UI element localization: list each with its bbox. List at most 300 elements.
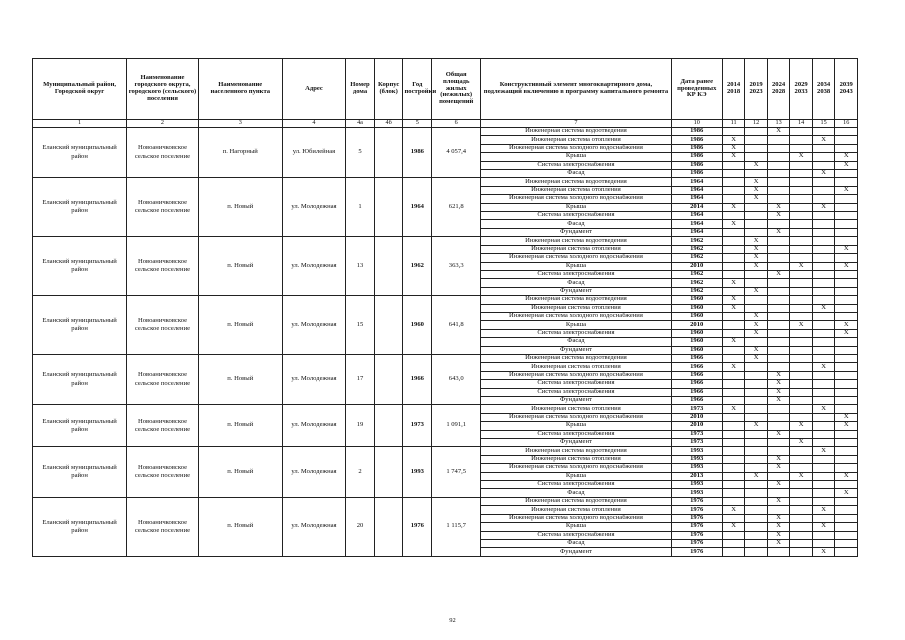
repair-date-cell: 1976	[671, 523, 722, 531]
period-mark-cell	[745, 506, 768, 514]
period-mark-cell	[745, 153, 768, 161]
period-mark-cell	[767, 254, 790, 262]
element-name-cell: Крыша	[481, 472, 671, 480]
repair-date-cell: 1993	[671, 447, 722, 455]
period-mark-cell: X	[722, 506, 745, 514]
header-cell: Год постройки	[403, 59, 432, 120]
period-mark-cell	[767, 170, 790, 178]
period-mark-cell	[790, 254, 813, 262]
period-mark-cell	[745, 497, 768, 505]
block-cell	[374, 178, 403, 237]
element-name-cell: Инженерная система холодного водоснабжения	[481, 514, 671, 522]
repair-date-cell: 1962	[671, 270, 722, 278]
column-number: 11	[722, 120, 745, 128]
period-mark-cell	[767, 422, 790, 430]
build-year-cell: 1960	[403, 296, 432, 355]
period-mark-cell	[722, 489, 745, 497]
settlement-cell: Новоаничковское сельское поселение	[127, 447, 199, 497]
period-mark-cell: X	[722, 304, 745, 312]
period-mark-cell	[835, 254, 858, 262]
period-mark-cell	[790, 212, 813, 220]
period-mark-cell: X	[835, 161, 858, 169]
period-mark-cell: X	[835, 422, 858, 430]
period-mark-cell	[790, 413, 813, 421]
period-mark-cell	[812, 262, 835, 270]
column-number: 5	[403, 120, 432, 128]
repair-date-cell: 1976	[671, 539, 722, 547]
header-cell: Наименование городского округа, городского (сельского) поселения	[127, 59, 199, 120]
table-row	[33, 497, 858, 505]
period-mark-cell: X	[767, 531, 790, 539]
header-cell: Номер дома	[346, 59, 375, 120]
period-mark-cell	[835, 439, 858, 447]
period-mark-cell	[790, 430, 813, 438]
period-mark-cell	[812, 254, 835, 262]
period-mark-cell	[767, 186, 790, 194]
period-mark-cell: X	[812, 506, 835, 514]
period-mark-cell	[767, 338, 790, 346]
build-year-cell: 1964	[403, 178, 432, 237]
repair-date-cell: 1966	[671, 397, 722, 405]
element-name-cell: Инженерная система водоотведения	[481, 296, 671, 304]
period-mark-cell: X	[722, 405, 745, 413]
table-row	[33, 128, 858, 136]
period-mark-cell: X	[745, 237, 768, 245]
period-mark-cell: X	[745, 312, 768, 320]
period-mark-cell	[812, 439, 835, 447]
block-cell	[374, 296, 403, 355]
period-mark-cell: X	[722, 220, 745, 228]
period-mark-cell	[722, 413, 745, 421]
locality-cell: п. Новый	[198, 296, 282, 355]
period-mark-cell: X	[722, 144, 745, 152]
period-mark-cell	[767, 304, 790, 312]
period-mark-cell	[722, 497, 745, 505]
period-mark-cell	[767, 195, 790, 203]
element-name-cell: Фасад	[481, 170, 671, 178]
period-mark-cell	[835, 228, 858, 236]
repair-date-cell: 1966	[671, 371, 722, 379]
street-cell: ул. Молодежная	[282, 354, 345, 404]
area-cell: 1 747,5	[432, 447, 481, 497]
period-mark-cell	[767, 447, 790, 455]
period-mark-cell: X	[835, 329, 858, 337]
period-mark-cell: X	[790, 153, 813, 161]
period-mark-cell: X	[767, 388, 790, 396]
house-number-cell: 20	[346, 497, 375, 556]
period-mark-cell	[812, 220, 835, 228]
period-mark-cell: X	[835, 413, 858, 421]
repair-date-cell: 1960	[671, 296, 722, 304]
period-mark-cell	[767, 287, 790, 295]
table-row	[33, 354, 858, 362]
period-mark-cell	[812, 481, 835, 489]
element-name-cell: Инженерная система отопления	[481, 405, 671, 413]
repair-date-cell: 1962	[671, 254, 722, 262]
repair-date-cell: 1962	[671, 245, 722, 253]
block-cell	[374, 128, 403, 178]
period-mark-cell	[835, 237, 858, 245]
repair-date-cell: 1966	[671, 380, 722, 388]
element-name-cell: Фундамент	[481, 287, 671, 295]
period-mark-cell	[812, 195, 835, 203]
element-name-cell: Система электроснабжения	[481, 270, 671, 278]
period-mark-cell	[812, 186, 835, 194]
district-cell: Еланский муниципальный район	[33, 178, 127, 237]
period-mark-cell	[790, 455, 813, 463]
period-mark-cell	[767, 329, 790, 337]
period-mark-cell	[767, 413, 790, 421]
period-mark-cell	[722, 245, 745, 253]
period-mark-cell	[812, 329, 835, 337]
period-mark-cell	[722, 312, 745, 320]
period-mark-cell: X	[745, 287, 768, 295]
period-mark-cell	[745, 464, 768, 472]
period-mark-cell	[812, 354, 835, 362]
element-name-cell: Система электроснабжения	[481, 531, 671, 539]
repair-date-cell: 1986	[671, 161, 722, 169]
element-name-cell: Крыша	[481, 321, 671, 329]
period-mark-cell: X	[745, 186, 768, 194]
area-cell: 621,8	[432, 178, 481, 237]
element-name-cell: Инженерная система отопления	[481, 363, 671, 371]
period-mark-cell	[835, 380, 858, 388]
period-mark-cell: X	[812, 170, 835, 178]
period-mark-cell	[722, 439, 745, 447]
period-mark-cell	[812, 270, 835, 278]
period-mark-cell	[767, 354, 790, 362]
table-row	[33, 296, 858, 304]
period-mark-cell	[722, 380, 745, 388]
element-name-cell: Крыша	[481, 523, 671, 531]
period-mark-cell	[790, 161, 813, 169]
period-mark-cell: X	[745, 472, 768, 480]
period-mark-cell: X	[767, 464, 790, 472]
period-mark-cell	[812, 279, 835, 287]
period-mark-cell	[812, 455, 835, 463]
column-number: 4б	[374, 120, 403, 128]
period-mark-cell	[812, 422, 835, 430]
period-mark-cell	[745, 144, 768, 152]
repair-date-cell: 1962	[671, 237, 722, 245]
period-mark-cell	[835, 296, 858, 304]
repair-date-cell: 2010	[671, 413, 722, 421]
element-name-cell: Фасад	[481, 489, 671, 497]
header-cell: 2014 2018	[722, 59, 745, 120]
period-mark-cell: X	[745, 178, 768, 186]
district-cell: Еланский муниципальный район	[33, 405, 127, 447]
period-mark-cell	[745, 170, 768, 178]
header-cell: 2019 2023	[745, 59, 768, 120]
period-mark-cell	[835, 195, 858, 203]
element-name-cell: Фундамент	[481, 548, 671, 556]
repair-date-cell: 1960	[671, 312, 722, 320]
period-mark-cell	[745, 455, 768, 463]
period-mark-cell	[722, 329, 745, 337]
period-mark-cell: X	[722, 136, 745, 144]
element-name-cell: Система электроснабжения	[481, 329, 671, 337]
period-mark-cell	[812, 380, 835, 388]
period-mark-cell	[745, 481, 768, 489]
period-mark-cell	[812, 153, 835, 161]
period-mark-cell	[812, 464, 835, 472]
element-name-cell: Инженерная система холодного водоснабжения	[481, 413, 671, 421]
period-mark-cell	[722, 161, 745, 169]
period-mark-cell	[722, 237, 745, 245]
period-mark-cell: X	[722, 523, 745, 531]
period-mark-cell	[812, 472, 835, 480]
street-cell: ул. Молодежная	[282, 178, 345, 237]
district-cell: Еланский муниципальный район	[33, 128, 127, 178]
period-mark-cell	[767, 363, 790, 371]
period-mark-cell	[745, 128, 768, 136]
period-mark-cell	[790, 329, 813, 337]
period-mark-cell	[745, 203, 768, 211]
period-mark-cell	[745, 371, 768, 379]
element-name-cell: Инженерная система отопления	[481, 245, 671, 253]
period-mark-cell	[790, 170, 813, 178]
period-mark-cell: X	[767, 455, 790, 463]
header-cell: 2034 2038	[812, 59, 835, 120]
period-mark-cell	[835, 371, 858, 379]
period-mark-cell	[812, 296, 835, 304]
period-mark-cell	[835, 447, 858, 455]
settlement-cell: Новоаничковское сельское поселение	[127, 296, 199, 355]
period-mark-cell	[790, 237, 813, 245]
period-mark-cell	[745, 405, 768, 413]
column-number: 7	[481, 120, 671, 128]
element-name-cell: Инженерная система холодного водоснабжения	[481, 312, 671, 320]
header-cell: 2039 2043	[835, 59, 858, 120]
period-mark-cell	[790, 186, 813, 194]
period-mark-cell: X	[812, 136, 835, 144]
street-cell: ул. Молодежная	[282, 497, 345, 556]
header-cell: 2029 2033	[790, 59, 813, 120]
period-mark-cell	[745, 539, 768, 547]
house-number-cell: 17	[346, 354, 375, 404]
period-mark-cell	[812, 237, 835, 245]
period-mark-cell	[745, 430, 768, 438]
period-mark-cell	[790, 464, 813, 472]
repair-date-cell: 1976	[671, 531, 722, 539]
period-mark-cell: X	[745, 321, 768, 329]
period-mark-cell	[835, 405, 858, 413]
period-mark-cell	[835, 464, 858, 472]
period-mark-cell: X	[722, 153, 745, 161]
period-mark-cell	[722, 287, 745, 295]
period-mark-cell: X	[790, 262, 813, 270]
district-cell: Еланский муниципальный район	[33, 447, 127, 497]
period-mark-cell: X	[767, 128, 790, 136]
period-mark-cell	[767, 506, 790, 514]
period-mark-cell	[767, 312, 790, 320]
element-name-cell: Инженерная система водоотведения	[481, 237, 671, 245]
period-mark-cell: X	[790, 472, 813, 480]
period-mark-cell	[767, 321, 790, 329]
period-mark-cell	[835, 287, 858, 295]
period-mark-cell	[790, 405, 813, 413]
repair-date-cell: 1976	[671, 514, 722, 522]
period-mark-cell	[835, 170, 858, 178]
repair-date-cell: 1964	[671, 220, 722, 228]
period-mark-cell	[790, 548, 813, 556]
period-mark-cell	[835, 128, 858, 136]
locality-cell: п. Новый	[198, 354, 282, 404]
period-mark-cell	[767, 144, 790, 152]
period-mark-cell	[722, 270, 745, 278]
period-mark-cell	[812, 346, 835, 354]
period-mark-cell	[835, 548, 858, 556]
element-name-cell: Фасад	[481, 220, 671, 228]
period-mark-cell	[812, 497, 835, 505]
element-name-cell: Инженерная система холодного водоснабжения	[481, 144, 671, 152]
period-mark-cell: X	[835, 321, 858, 329]
period-mark-cell	[790, 506, 813, 514]
period-mark-cell: X	[767, 371, 790, 379]
repair-date-cell: 1993	[671, 464, 722, 472]
period-mark-cell: X	[812, 548, 835, 556]
period-mark-cell	[767, 405, 790, 413]
period-mark-cell	[835, 523, 858, 531]
period-mark-cell	[835, 539, 858, 547]
repair-date-cell: 2010	[671, 321, 722, 329]
period-mark-cell	[790, 397, 813, 405]
period-mark-cell	[767, 548, 790, 556]
period-mark-cell	[835, 304, 858, 312]
table-body	[33, 128, 858, 557]
column-number-row	[33, 120, 858, 128]
period-mark-cell: X	[790, 439, 813, 447]
period-mark-cell	[812, 388, 835, 396]
period-mark-cell: X	[767, 539, 790, 547]
period-mark-cell	[790, 312, 813, 320]
settlement-cell: Новоаничковское сельское поселение	[127, 178, 199, 237]
element-name-cell: Крыша	[481, 262, 671, 270]
repair-date-cell: 1976	[671, 506, 722, 514]
period-mark-cell	[790, 228, 813, 236]
period-mark-cell	[790, 371, 813, 379]
period-mark-cell	[767, 161, 790, 169]
period-mark-cell: X	[767, 203, 790, 211]
period-mark-cell: X	[835, 262, 858, 270]
period-mark-cell	[835, 514, 858, 522]
element-name-cell: Инженерная система отопления	[481, 136, 671, 144]
column-number: 1	[33, 120, 127, 128]
house-number-cell: 1	[346, 178, 375, 237]
period-mark-cell	[790, 514, 813, 522]
repair-date-cell: 1960	[671, 338, 722, 346]
repair-date-cell: 1964	[671, 195, 722, 203]
column-number: 6	[432, 120, 481, 128]
period-mark-cell	[790, 380, 813, 388]
column-number: 15	[812, 120, 835, 128]
element-name-cell: Инженерная система холодного водоснабжения	[481, 371, 671, 379]
house-number-cell: 15	[346, 296, 375, 355]
period-mark-cell: X	[835, 153, 858, 161]
repair-date-cell: 1966	[671, 388, 722, 396]
period-mark-cell	[745, 413, 768, 421]
repair-date-cell: 1964	[671, 228, 722, 236]
period-mark-cell	[790, 144, 813, 152]
period-mark-cell	[722, 354, 745, 362]
period-mark-cell	[745, 447, 768, 455]
capital-repair-table	[32, 58, 858, 557]
period-mark-cell	[812, 321, 835, 329]
repair-date-cell: 1986	[671, 153, 722, 161]
period-mark-cell	[835, 338, 858, 346]
period-mark-cell	[745, 397, 768, 405]
period-mark-cell: X	[767, 212, 790, 220]
period-mark-cell: X	[767, 523, 790, 531]
period-mark-cell	[835, 354, 858, 362]
period-mark-cell: X	[745, 346, 768, 354]
settlement-cell: Новоаничковское сельское поселение	[127, 354, 199, 404]
column-number: 12	[745, 120, 768, 128]
repair-date-cell: 1993	[671, 455, 722, 463]
period-mark-cell	[767, 136, 790, 144]
period-mark-cell	[722, 195, 745, 203]
period-mark-cell	[722, 539, 745, 547]
period-mark-cell	[812, 245, 835, 253]
column-number: 4а	[346, 120, 375, 128]
street-cell: ул. Молодежная	[282, 405, 345, 447]
period-mark-cell	[790, 296, 813, 304]
period-mark-cell	[835, 346, 858, 354]
period-mark-cell	[790, 270, 813, 278]
element-name-cell: Система электроснабжения	[481, 388, 671, 396]
period-mark-cell	[722, 514, 745, 522]
period-mark-cell	[790, 195, 813, 203]
repair-date-cell: 1962	[671, 279, 722, 287]
block-cell	[374, 237, 403, 296]
repair-date-cell: 2013	[671, 472, 722, 480]
repair-date-cell: 1960	[671, 304, 722, 312]
block-cell	[374, 497, 403, 556]
period-mark-cell	[745, 220, 768, 228]
column-number: 14	[790, 120, 813, 128]
house-number-cell: 13	[346, 237, 375, 296]
period-mark-cell: X	[722, 363, 745, 371]
element-name-cell: Система электроснабжения	[481, 212, 671, 220]
period-mark-cell	[812, 413, 835, 421]
period-mark-cell	[835, 203, 858, 211]
period-mark-cell: X	[767, 430, 790, 438]
period-mark-cell: X	[790, 422, 813, 430]
period-mark-cell	[745, 388, 768, 396]
period-mark-cell	[835, 270, 858, 278]
period-mark-cell	[745, 279, 768, 287]
element-name-cell: Инженерная система отопления	[481, 186, 671, 194]
period-mark-cell	[767, 489, 790, 497]
period-mark-cell	[767, 472, 790, 480]
period-mark-cell	[745, 228, 768, 236]
block-cell	[374, 405, 403, 447]
period-mark-cell	[767, 245, 790, 253]
element-name-cell: Система электроснабжения	[481, 161, 671, 169]
period-mark-cell	[812, 531, 835, 539]
period-mark-cell	[790, 287, 813, 295]
period-mark-cell	[745, 523, 768, 531]
repair-date-cell: 1993	[671, 481, 722, 489]
period-mark-cell	[812, 338, 835, 346]
period-mark-cell: X	[767, 380, 790, 388]
period-mark-cell: X	[835, 245, 858, 253]
period-mark-cell: X	[767, 514, 790, 522]
element-name-cell: Фасад	[481, 279, 671, 287]
period-mark-cell	[722, 128, 745, 136]
period-mark-cell	[745, 296, 768, 304]
area-cell: 1 091,1	[432, 405, 481, 447]
